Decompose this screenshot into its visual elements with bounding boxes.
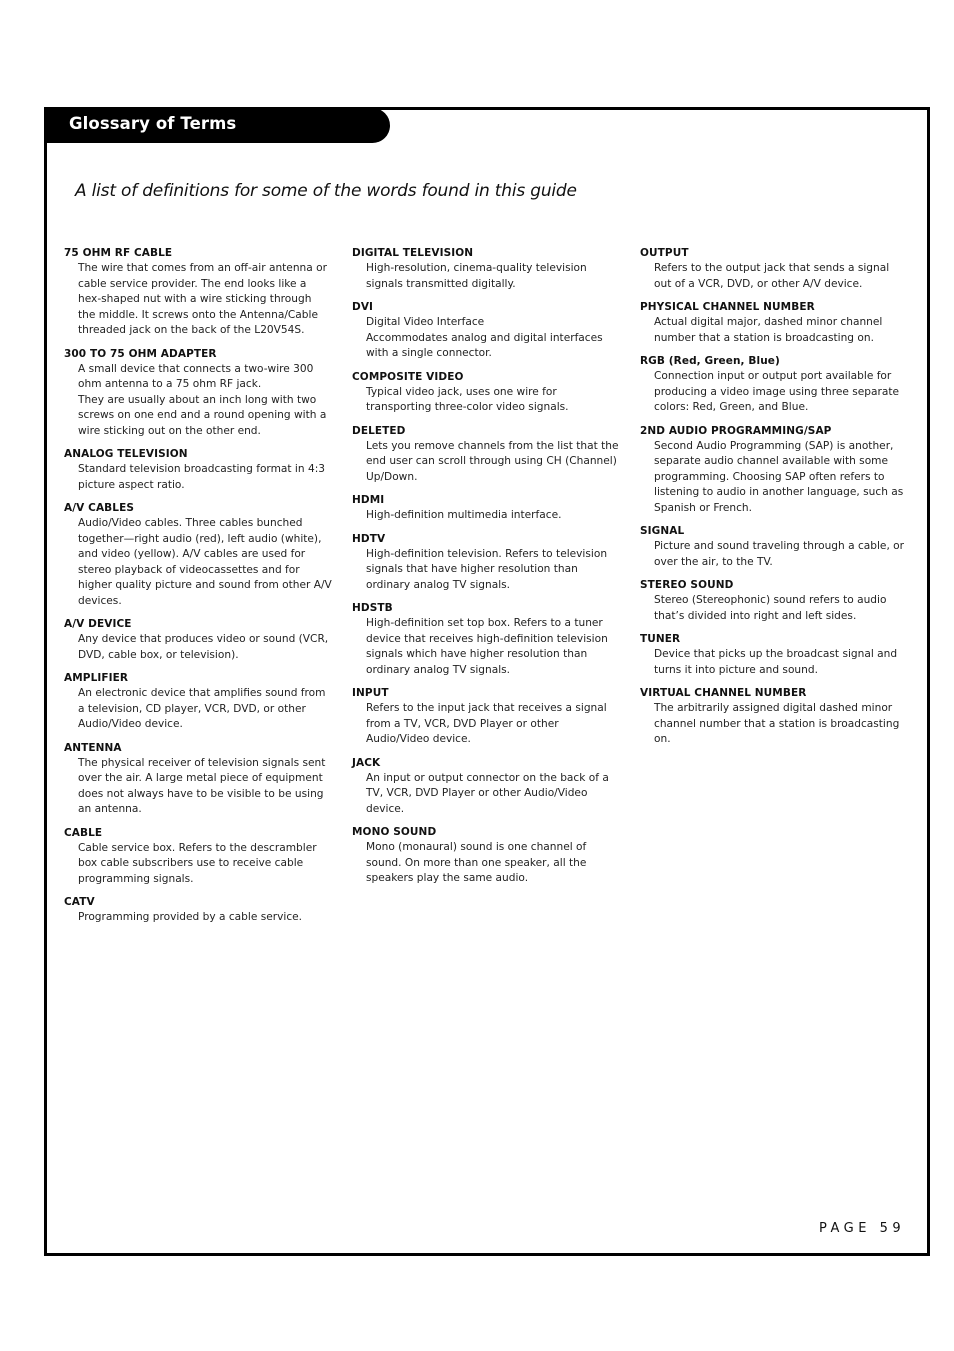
glossary-definition [366,771,620,818]
definition-paragraph: They are usually about an inch long with two screws on one end and a round opening with a wire sticking out on the other end. [78,393,327,437]
glossary-entry [64,347,332,440]
glossary-entry [64,895,332,926]
glossary-entry [640,300,908,346]
definition-paragraph: Picture and sound traveling through a cable, or over the air, to the TV. [654,540,905,568]
glossary-definition [654,539,908,570]
glossary-entry [64,246,332,339]
glossary-definition [366,261,620,292]
definition-paragraph: High-definition multimedia interface. [366,509,562,521]
glossary-term: A/V CABLES [64,502,135,514]
glossary-entry [352,756,620,818]
glossary-definition [78,841,332,888]
glossary-definition [78,462,332,493]
glossary-entry [352,601,620,678]
glossary-entry [352,686,620,748]
glossary-definition [366,840,620,887]
definition-paragraph: Refers to the input jack that receives a signal from a TV, VCR, DVD Player or other Audio/Video device. [366,702,607,745]
definition-paragraph: Lets you remove channels from the list that the end user can scroll through using CH (Channel) Up/Down. [366,439,619,483]
definition-paragraph: Actual digital major, dashed minor channel number that a station is broadcasting on. [654,316,883,344]
glossary-term: HDTV [352,532,386,545]
glossary-definition [78,516,332,609]
glossary-term: RGB (Red, Green, Blue) [640,355,780,367]
glossary-term: 2ND AUDIO PROGRAMMING/SAP [640,424,832,437]
definition-paragraph: An electronic device that amplifies sound from a television, CD player, VCR, DVD, or other Audio/Video device. [78,687,326,730]
glossary-definition [78,261,332,339]
glossary-term: HDSTB [352,602,393,614]
definition-paragraph: High-definition set top box. Refers to a tuner device that receives high-definition television signals which have higher resolution than ordinary analog TV signals. [366,617,608,676]
glossary-definition [654,315,908,346]
glossary-entry [640,424,908,517]
glossary-term: ANTENNA [64,741,122,754]
glossary-definition [366,315,620,362]
definition-paragraph: Digital Video Interface [366,316,485,328]
page-subtitle: A list of definitions for some of the words found in this guide [75,181,577,201]
glossary-definition [78,686,332,733]
glossary-term: 75 OHM RF CABLE [64,247,173,259]
glossary-definition [366,385,620,416]
glossary-definition [654,439,908,517]
definition-paragraph: Standard television broadcasting format in 4:3 picture aspect ratio. [78,463,326,491]
glossary-term: INPUT [352,687,389,699]
glossary-entry [352,493,620,524]
definition-paragraph: A small device that connects a two-wire 300 ohm antenna to a 75 ohm RF jack. [78,362,314,390]
glossary-entry [64,447,332,493]
glossary-definition [654,369,908,416]
glossary-entry [64,617,332,663]
glossary-term: DIGITAL TELEVISION [352,247,474,259]
glossary-entry [64,501,332,609]
glossary-term: JACK [352,756,381,769]
glossary-term: PHYSICAL CHANNEL NUMBER [640,301,815,313]
glossary-term: DELETED [352,424,406,437]
glossary-term: VIRTUAL CHANNEL NUMBER [640,687,807,699]
glossary-term: A/V DEVICE [64,618,132,630]
glossary-entry [352,370,620,416]
glossary-definition [78,362,332,440]
glossary-term: CABLE [64,826,103,839]
definition-paragraph: The physical receiver of television signals sent over the air. A large metal piece of equipment does not always have to be visible to be using an antenna. [78,756,326,815]
glossary-entry [64,671,332,733]
glossary-entry [640,354,908,416]
glossary-term: CATV [64,896,95,908]
glossary-entry [64,741,332,818]
definition-paragraph: Audio/Video cables. Three cables bunched together—right audio (red), left audio (white), and video (yellow). A/V cables are used for stereo playback of videocassettes and for higher quality picture and sound from other A/V devices. [78,517,332,607]
glossary-term: AMPLIFIER [64,672,129,684]
glossary-definition [654,593,908,624]
definition-paragraph: High-resolution, cinema-quality television signals transmitted digitally. [366,262,587,290]
glossary-definition [366,616,620,678]
glossary-definition [78,632,332,663]
glossary-term: 300 TO 75 OHM ADAPTER [64,347,217,360]
glossary-term: STEREO SOUND [640,579,734,591]
definition-paragraph: The wire that comes from an off-air antenna or cable service provider. The end looks like a hex-shaped nut with a wire sticking through the middle. It screws onto the Antenna/Cable threaded jack on the back of the L20V54S. [78,262,327,336]
definition-paragraph: Any device that produces video or sound (VCR, DVD, cable box, or television). [78,633,329,661]
definition-paragraph: An input or output connector on the back of a TV, VCR, DVD Player or other Audio/Video device. [366,771,609,815]
glossary-term: COMPOSITE VIDEO [352,370,464,383]
glossary-definition [366,439,620,486]
glossary-term: DVI [352,301,374,313]
definition-paragraph: Mono (monaural) sound is one channel of sound. On more than one speaker, all the speakers play the same audio. [366,841,587,884]
glossary-entry [64,826,332,888]
glossary-entry [352,246,620,292]
glossary-entry [640,246,908,292]
glossary-entry [352,424,620,486]
glossary-definition [366,701,620,748]
glossary-definition [654,701,908,748]
glossary-column-2 [352,246,620,895]
glossary-entry [352,825,620,887]
definition-paragraph: Connection input or output port available for producing a video image using three separate colors: Red, Green, and Blue. [654,370,900,413]
section-tab [45,108,390,143]
glossary-definition [654,261,908,292]
glossary-term: ANALOG TELEVISION [64,448,188,460]
glossary-column-1 [64,246,332,934]
glossary-term: SIGNAL [640,525,685,537]
glossary-column-3 [640,246,908,756]
glossary-entry [640,686,908,748]
section-title: Glossary of Terms [69,114,237,133]
definition-paragraph: Second Audio Programming (SAP) is another, separate audio channel available with some programming. Choosing SAP often refers to listening to audio in another language, such as Spanish or French. [654,439,904,514]
glossary-term: HDMI [352,494,385,506]
glossary-definition [366,547,620,594]
definition-paragraph: Programming provided by a cable service. [78,911,303,923]
glossary-entry [640,524,908,570]
glossary-term: MONO SOUND [352,826,437,838]
definition-paragraph: Device that picks up the broadcast signal and turns it into picture and sound. [654,648,898,676]
glossary-definition [78,910,332,926]
definition-paragraph: High-definition television. Refers to television signals that have higher resolution than ordinary analog TV signals. [366,547,608,591]
glossary-entry [352,300,620,362]
glossary-entry [640,578,908,624]
definition-paragraph: Typical video jack, uses one wire for transporting three-color video signals. [366,385,569,413]
glossary-definition [654,647,908,678]
glossary-term: OUTPUT [640,247,689,259]
definition-paragraph: The arbitrarily assigned digital dashed minor channel number that a station is broadcasting on. [654,702,900,745]
glossary-definition [366,508,620,524]
glossary-definition [78,756,332,818]
glossary-entry [640,632,908,678]
definition-paragraph: Refers to the output jack that sends a signal out of a VCR, DVD, or other A/V device. [654,262,890,290]
definition-paragraph: Stereo (Stereophonic) sound refers to audio that’s divided into right and left sides. [654,594,887,622]
definition-paragraph: Accommodates analog and digital interfaces with a single connector. [366,331,603,359]
glossary-entry [352,532,620,594]
definition-paragraph: Cable service box. Refers to the descrambler box cable subscribers use to receive cable programming signals. [78,841,317,885]
page-number: PAGE 59 [819,1221,906,1236]
glossary-term: TUNER [640,633,681,645]
